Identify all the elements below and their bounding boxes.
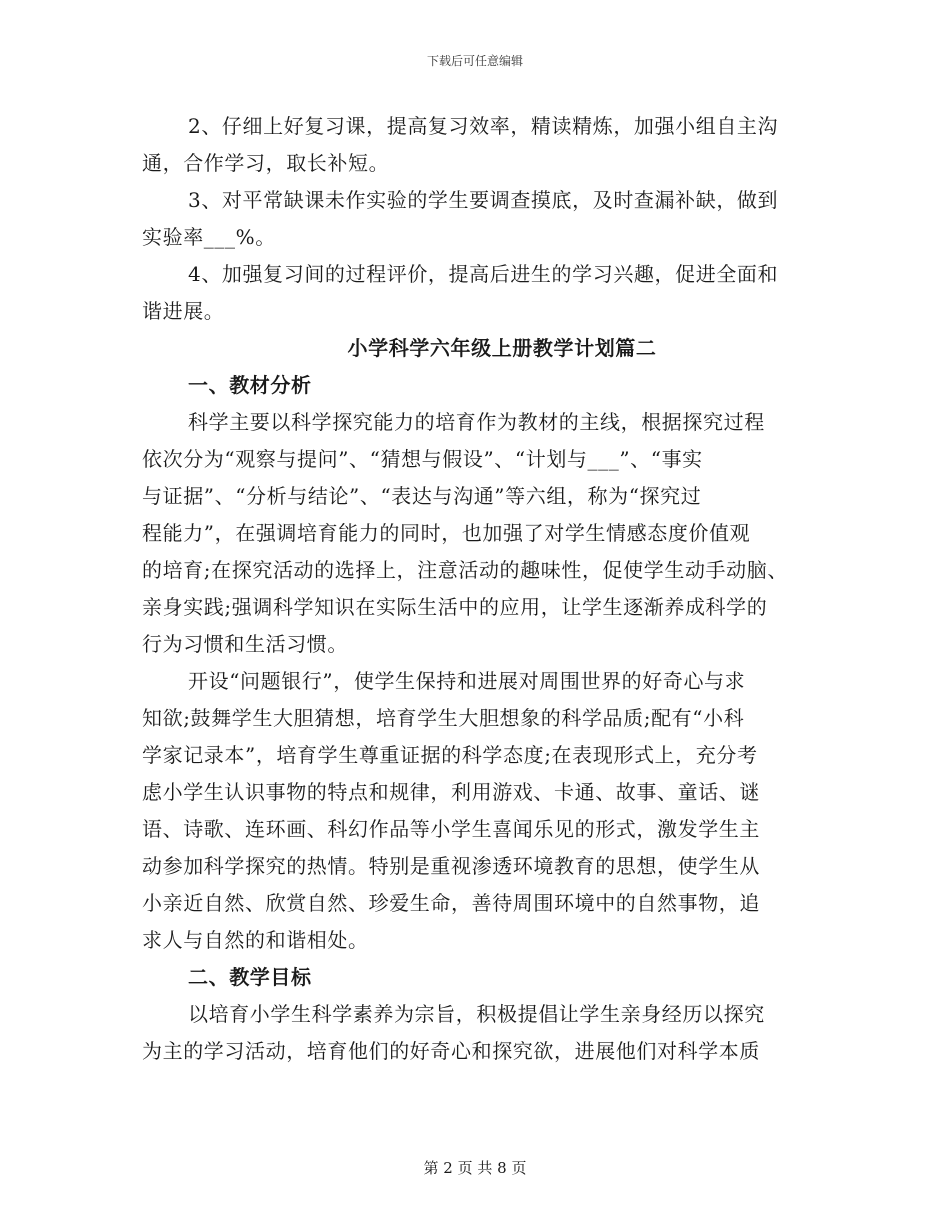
paragraph-line: 谐进展。 [142,299,225,323]
section-heading: 二、教学目标 [188,965,312,989]
document-body [142,108,822,1070]
paragraph-line: 实验率___%。 [142,225,276,249]
paragraph-line: 开设“问题银行”，使学生保持和进展对周围世界的好奇心与求 [188,669,746,693]
paragraph-line: 为主的学习活动，培育他们的好奇心和探究欲，进展他们对科学本质 [142,1039,760,1063]
section-title: 小学科学六年级上册教学计划篇二 [347,336,657,360]
section-heading: 一、教材分析 [188,373,312,397]
page-footer: 第 2 页 共 8 页 [423,1159,527,1177]
paragraph-line: 小亲近自然、欣赏自然、珍爱生命，善待周围环境中的自然事物，追 [142,891,760,915]
paragraph-line: 语、诗歌、连环画、科幻作品等小学生喜闻乐见的形式，激发学生主 [142,817,760,841]
paragraph-line: 知欲;鼓舞学生大胆猜想，培育学生大胆想象的科学品质;配有“小科 [142,706,745,730]
paragraph-line: 的培育;在探究活动的选择上，注意活动的趣味性，促使学生动手动脑、 [142,558,788,582]
paragraph-line: 与证据”、“分析与结论”、“表达与沟通”等六组，称为“探究过 [142,484,702,508]
paragraph-line: 学家记录本”，培育学生尊重证据的科学态度;在表现形式上，充分考 [142,743,758,767]
paragraph-line: 2、仔细上好复习课，提高复习效率，精读精炼，加强小组自主沟 [188,114,779,138]
paragraph-line: 科学主要以科学探究能力的培育作为教材的主线，根据探究过程 [188,410,765,434]
paragraph-line: 虑小学生认识事物的特点和规律，利用游戏、卡通、故事、童话、谜 [142,780,760,804]
paragraph-line: 以培育小学生科学素养为宗旨，积极提倡让学生亲身经历以探究 [188,1002,765,1026]
paragraph-line: 程能力”，在强调培育能力的同时，也加强了对学生情感态度价值观 [142,521,751,545]
paragraph-line: 3、对平常缺课未作实验的学生要调查摸底，及时查漏补缺，做到 [188,188,779,212]
paragraph-line: 通，合作学习，取长补短。 [142,151,390,175]
paragraph-line: 4、加强复习间的过程评价，提高后进生的学习兴趣，促进全面和 [188,262,779,286]
paragraph-line: 求人与自然的和谐相处。 [142,928,369,952]
paragraph-line: 动参加科学探究的热情。特别是重视渗透环境教育的思想，使学生从 [142,854,760,878]
paragraph-line: 行为习惯和生活习惯。 [142,632,348,656]
page-header: 下载后可任意编辑 [426,54,523,68]
paragraph-line: 亲身实践;强调科学知识在实际生活中的应用，让学生逐渐养成科学的 [142,595,768,619]
paragraph-line: 依次分为“观察与提问”、“猜想与假设”、“计划与___”、“事实 [142,447,703,471]
